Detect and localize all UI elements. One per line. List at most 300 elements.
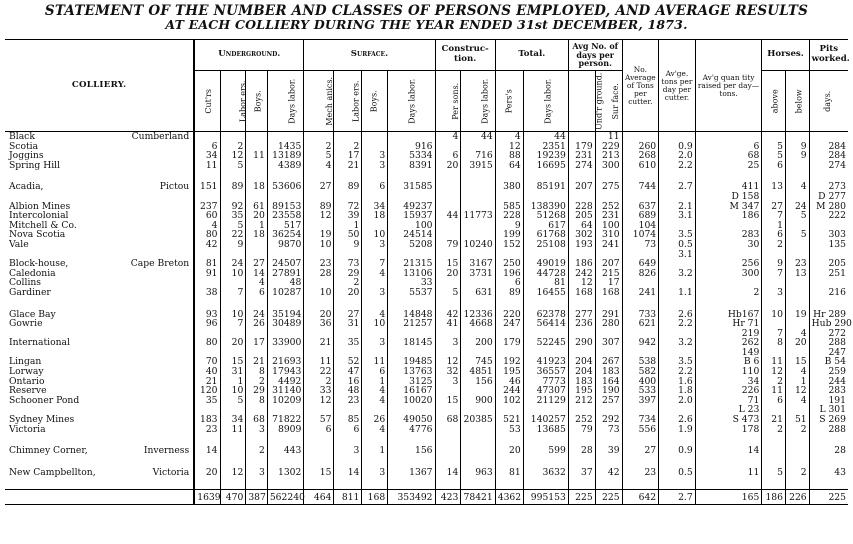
colliery-name-cell <box>5 230 194 240</box>
value-cell: 11 <box>695 468 762 478</box>
colliery-name: Caledonia <box>9 267 56 279</box>
value-cell: 34 <box>220 415 246 425</box>
subheader-cell <box>246 71 268 132</box>
value-cell: 3 <box>246 468 268 478</box>
value-cell: 61 <box>246 202 268 212</box>
value-cell: 2 <box>334 278 362 288</box>
spacer-cell <box>659 456 696 468</box>
value-cell: 17943 <box>267 367 304 377</box>
value-cell <box>362 132 388 142</box>
value-cell: 443 <box>267 446 304 456</box>
value-cell: 1302 <box>267 468 304 478</box>
value-cell: 2351 <box>523 142 568 152</box>
spacer-cell <box>495 477 523 490</box>
value-cell: 260 <box>622 142 659 152</box>
value-cell: 302 <box>568 230 595 240</box>
value-cell: 252 <box>568 415 595 425</box>
value-cell: 4 <box>194 221 220 231</box>
value-cell: 13763 <box>388 367 435 377</box>
value-cell: 6 <box>435 151 461 161</box>
value-cell: 207 <box>595 259 622 269</box>
county-name: Cape Breton <box>130 258 190 270</box>
spacer-cell <box>785 434 809 446</box>
value-cell: 178 <box>695 425 762 435</box>
value-cell: S 269 <box>809 415 848 425</box>
spacer-cell <box>304 477 334 490</box>
value-cell: 244 <box>495 386 523 396</box>
value-cell: 5537 <box>388 288 435 298</box>
county-name: Victoria <box>152 466 190 478</box>
value-cell: 21 <box>304 338 334 348</box>
value-cell: 179 <box>568 142 595 152</box>
value-cell: 207 <box>568 182 595 192</box>
value-cell: 6 <box>334 425 362 435</box>
value-cell: 268 <box>622 151 659 161</box>
value-cell: 2 <box>220 142 246 152</box>
value-cell: 20 <box>435 269 461 279</box>
value-cell: 5 <box>785 230 809 240</box>
value-cell: 6 <box>495 278 523 288</box>
value-cell: 80 <box>194 338 220 348</box>
value-cell: 10 <box>220 386 246 396</box>
value-cell: 10 <box>362 319 388 329</box>
spacer-cell <box>461 477 495 490</box>
value-cell: 31140 <box>267 386 304 396</box>
value-cell: 10209 <box>267 396 304 406</box>
group-header-row <box>5 40 848 71</box>
value-cell: 12336 <box>461 310 495 320</box>
spacer-cell <box>461 456 495 468</box>
spacer-cell <box>362 456 388 468</box>
value-cell: 16695 <box>523 161 568 171</box>
value-cell: 31 <box>334 319 362 329</box>
value-cell: 13106 <box>388 269 435 279</box>
value-cell <box>435 182 461 192</box>
value-cell: 8909 <box>267 425 304 435</box>
value-cell: 57 <box>304 415 334 425</box>
value-cell: 34 <box>362 202 388 212</box>
spacer-cell <box>809 298 848 310</box>
value-cell: 6 <box>695 142 762 152</box>
value-cell: 68 <box>435 415 461 425</box>
value-cell: 10 <box>762 310 786 320</box>
value-cell: 27891 <box>267 269 304 279</box>
table-row <box>5 161 848 171</box>
value-cell: 272 <box>809 329 848 339</box>
value-cell: 237 <box>194 202 220 212</box>
table-row <box>5 298 848 310</box>
value-cell: 222 <box>809 211 848 221</box>
value-cell: 52 <box>334 357 362 367</box>
spacer-cell <box>695 456 762 468</box>
value-cell: 2 <box>246 377 268 387</box>
value-cell: 20 <box>495 446 523 456</box>
spacer-cell <box>334 456 362 468</box>
subheader-cell <box>194 71 220 132</box>
value-cell: 4668 <box>461 319 495 329</box>
spacer-cell <box>435 434 461 446</box>
total-value-cell: 470 <box>220 490 246 505</box>
value-cell: 380 <box>495 182 523 192</box>
value-cell: 4 <box>362 396 388 406</box>
value-cell: 20 <box>304 310 334 320</box>
value-cell: 275 <box>595 182 622 192</box>
value-cell: 1367 <box>388 468 435 478</box>
value-cell: 24514 <box>388 230 435 240</box>
value-cell: 267 <box>595 357 622 367</box>
value-cell: 35 <box>194 396 220 406</box>
value-cell: 280 <box>595 319 622 329</box>
value-cell: 1074 <box>622 230 659 240</box>
value-cell: 2.6 <box>659 415 696 425</box>
value-cell: 17 <box>246 338 268 348</box>
value-cell: 138390 <box>523 202 568 212</box>
totals-row <box>5 490 848 505</box>
value-cell: 8 <box>246 396 268 406</box>
subheader-text: below <box>794 88 804 114</box>
spacer-cell <box>362 298 388 310</box>
value-cell: 50 <box>334 230 362 240</box>
value-cell: 3632 <box>523 468 568 478</box>
value-cell: 916 <box>388 142 435 152</box>
value-cell: 81 <box>523 278 568 288</box>
value-cell: 631 <box>461 288 495 298</box>
value-cell: 44 <box>523 132 568 142</box>
colliery-name: Acadia, <box>9 181 44 193</box>
value-cell: 292 <box>595 415 622 425</box>
value-cell <box>435 425 461 435</box>
value-cell: 15937 <box>388 211 435 221</box>
subheader-cell <box>495 71 523 132</box>
value-cell: 88 <box>495 151 523 161</box>
spacer-cell <box>523 298 568 310</box>
value-cell: 85 <box>334 415 362 425</box>
colliery-name-cell <box>5 468 194 478</box>
value-cell: 226 <box>695 386 762 396</box>
value-cell: 1 <box>762 221 786 231</box>
total-value-cell: 186 <box>762 490 786 505</box>
value-cell: 44728 <box>523 269 568 279</box>
value-cell: Hub 290 <box>809 319 848 329</box>
spacer-cell <box>595 456 622 468</box>
colliery-name: Scotia <box>9 140 39 152</box>
value-cell <box>461 182 495 192</box>
value-cell: 11 <box>762 386 786 396</box>
colliery-name: Collins <box>9 277 42 289</box>
value-cell: 2.2 <box>659 367 696 377</box>
spacer-cell <box>220 298 246 310</box>
value-cell: 20 <box>435 161 461 171</box>
value-cell: 3 <box>362 151 388 161</box>
subheader-cell <box>568 71 604 132</box>
value-cell: 5 <box>785 211 809 221</box>
value-cell: 7 <box>762 269 786 279</box>
value-cell: 25108 <box>523 240 568 250</box>
value-cell: 16455 <box>523 288 568 298</box>
value-cell: 13 <box>785 269 809 279</box>
pits-worked-header: Pits worked. <box>809 40 848 71</box>
value-cell: 15 <box>435 259 461 269</box>
value-cell: 200 <box>461 338 495 348</box>
value-cell: 2 <box>785 425 809 435</box>
value-cell: 10 <box>220 269 246 279</box>
value-cell: 3 <box>362 338 388 348</box>
value-cell: 53 <box>495 425 523 435</box>
value-cell: 20385 <box>461 415 495 425</box>
value-cell: 3.5 <box>659 357 696 367</box>
underground-header: Underground. <box>194 40 304 71</box>
value-cell: 13685 <box>523 425 568 435</box>
value-cell: 15 <box>220 357 246 367</box>
value-cell: 21693 <box>267 357 304 367</box>
value-cell: 229 <box>595 142 622 152</box>
value-cell: 33 <box>388 278 435 288</box>
spacer-cell <box>659 477 696 490</box>
title-line-1: STATEMENT OF THE NUMBER AND CLASSES OF PERSONS EMPLOYED, AND AVERAGE RESULTS <box>44 3 809 19</box>
value-cell: 204 <box>568 367 595 377</box>
value-cell: 300 <box>595 161 622 171</box>
spacer-cell <box>267 477 304 490</box>
value-cell: 12 <box>304 396 334 406</box>
subheader-text: Pers's <box>504 89 514 113</box>
spacer-cell <box>568 298 595 310</box>
value-cell: 274 <box>809 161 848 171</box>
total-value-cell: 1639 <box>194 490 220 505</box>
value-cell: 5 <box>762 142 786 152</box>
subheader-text: above <box>771 89 781 113</box>
value-cell: 2.0 <box>659 396 696 406</box>
value-cell: 24 <box>785 202 809 212</box>
value-cell: 23 <box>194 425 220 435</box>
value-cell: 14 <box>334 468 362 478</box>
total-value-cell: 225 <box>809 490 848 505</box>
value-cell: 284 <box>809 142 848 152</box>
spacer-cell <box>762 434 786 446</box>
subheader-cell <box>388 71 435 132</box>
value-cell: 49050 <box>388 415 435 425</box>
value-cell: 6 <box>362 367 388 377</box>
value-cell: 4 <box>435 132 461 142</box>
value-cell: 73 <box>334 259 362 269</box>
value-cell: B 6 <box>695 357 762 367</box>
colliery-name: Joggins <box>9 150 44 162</box>
value-cell: 7 <box>362 259 388 269</box>
value-cell: 152 <box>495 240 523 250</box>
spacer-cell <box>595 477 622 490</box>
value-cell: 262 <box>695 338 762 348</box>
value-cell: 81 <box>495 468 523 478</box>
spacer-cell <box>495 456 523 468</box>
spacer-cell <box>785 456 809 468</box>
value-cell: 716 <box>461 151 495 161</box>
spacer-cell <box>695 298 762 310</box>
value-cell <box>785 288 809 298</box>
value-cell: 4 <box>362 310 388 320</box>
total-value-cell: 168 <box>362 490 388 505</box>
spacer-cell <box>388 456 435 468</box>
value-cell <box>785 240 809 250</box>
subheader-cell <box>523 71 568 132</box>
colliery-name-cell <box>5 425 194 435</box>
value-cell: 745 <box>461 357 495 367</box>
value-cell: D 277 <box>809 192 848 202</box>
value-cell: 288 <box>809 338 848 348</box>
value-cell: 219 <box>695 329 762 339</box>
value-cell <box>785 161 809 171</box>
value-cell: 89 <box>304 202 334 212</box>
value-cell: 11 <box>246 151 268 161</box>
value-cell: 2 <box>334 142 362 152</box>
value-cell: 10240 <box>461 240 495 250</box>
value-cell: 12 <box>495 142 523 152</box>
value-cell: 20 <box>246 211 268 221</box>
value-cell: 73 <box>595 425 622 435</box>
value-cell: 96 <box>194 319 220 329</box>
value-cell: 1.9 <box>659 425 696 435</box>
value-cell: 10020 <box>388 396 435 406</box>
value-cell: 79 <box>568 425 595 435</box>
value-cell: 220 <box>495 310 523 320</box>
value-cell: 28 <box>809 446 848 456</box>
surface-header: Surface. <box>304 40 435 71</box>
value-cell: 43 <box>809 468 848 478</box>
subheader-cell <box>785 71 809 132</box>
value-cell: 283 <box>695 230 762 240</box>
value-cell: 17 <box>334 151 362 161</box>
value-cell: 51 <box>785 415 809 425</box>
value-cell: 29 <box>334 269 362 279</box>
value-cell: 6 <box>762 230 786 240</box>
value-cell: 212 <box>568 396 595 406</box>
value-cell: 52245 <box>523 338 568 348</box>
value-cell: 24 <box>246 310 268 320</box>
horses-header: Horses. <box>762 40 809 71</box>
value-cell: 36254 <box>267 230 304 240</box>
subheader-text: Cut'rs <box>204 88 214 114</box>
value-cell: 11 <box>362 357 388 367</box>
value-cell: 6 <box>362 182 388 192</box>
value-cell: 15 <box>785 357 809 367</box>
spacer-cell <box>304 298 334 310</box>
value-cell: 689 <box>622 211 659 221</box>
value-cell: 39 <box>334 211 362 221</box>
value-cell: 734 <box>622 415 659 425</box>
value-cell: 15 <box>435 396 461 406</box>
value-cell: 231 <box>595 211 622 221</box>
spacer-cell <box>762 477 786 490</box>
subheader-cell <box>435 71 461 132</box>
value-cell: 4 <box>785 329 809 339</box>
value-cell: 21129 <box>523 396 568 406</box>
value-cell: 205 <box>568 211 595 221</box>
value-cell: 4389 <box>267 161 304 171</box>
value-cell: 6 <box>762 161 786 171</box>
value-cell: 195 <box>568 386 595 396</box>
value-cell: 2 <box>304 142 334 152</box>
value-cell: 5 <box>220 396 246 406</box>
spacer-cell <box>809 477 848 490</box>
value-cell: 62378 <box>523 310 568 320</box>
table-row <box>5 319 848 329</box>
spacer-cell <box>495 298 523 310</box>
value-cell: 18 <box>362 211 388 221</box>
value-cell: 3.5 <box>659 230 696 240</box>
total-value-cell: 2.7 <box>659 490 696 505</box>
total-value-cell: 995153 <box>523 490 568 505</box>
value-cell: 963 <box>461 468 495 478</box>
subheader-cell <box>267 71 304 132</box>
subheader-cell <box>809 71 848 132</box>
value-cell: 27 <box>334 310 362 320</box>
value-cell: 56414 <box>523 319 568 329</box>
value-cell: 1 <box>362 377 388 387</box>
spacer-cell <box>659 298 696 310</box>
value-cell: 33 <box>304 386 334 396</box>
colliery-name-cell <box>5 446 194 456</box>
value-cell: 14 <box>695 446 762 456</box>
value-cell: 104 <box>622 221 659 231</box>
value-cell: 3 <box>362 240 388 250</box>
total-value-cell: 464 <box>304 490 334 505</box>
value-cell: 72 <box>334 202 362 212</box>
spacer-cell <box>568 456 595 468</box>
value-cell: 36557 <box>523 367 568 377</box>
value-cell: 11 <box>220 425 246 435</box>
value-cell: 27 <box>762 202 786 212</box>
spacer-cell <box>334 298 362 310</box>
colliery-name: Albion Mines <box>9 200 71 212</box>
value-cell: 3731 <box>461 269 495 279</box>
colliery-header: COLLIERY. <box>5 40 194 132</box>
spacer-cell <box>267 298 304 310</box>
value-cell: 242 <box>568 269 595 279</box>
value-cell: 5 <box>220 161 246 171</box>
value-cell: 18 <box>246 230 268 240</box>
value-cell <box>461 425 495 435</box>
spacer-cell <box>461 434 495 446</box>
value-cell: 215 <box>595 269 622 279</box>
value-cell: 22 <box>220 230 246 240</box>
value-cell: 3 <box>246 425 268 435</box>
value-cell: 7 <box>762 329 786 339</box>
value-cell: 4 <box>785 396 809 406</box>
value-cell: 599 <box>523 446 568 456</box>
value-cell: 3.2 <box>659 269 696 279</box>
value-cell: 9 <box>220 240 246 250</box>
spacer-cell <box>523 456 568 468</box>
value-cell: 35 <box>220 211 246 221</box>
value-cell: 25 <box>695 161 762 171</box>
value-cell: 247 <box>495 319 523 329</box>
value-cell: 156 <box>388 446 435 456</box>
value-cell: 397 <box>622 396 659 406</box>
value-cell: 156 <box>461 377 495 387</box>
value-cell: 3 <box>435 338 461 348</box>
value-cell: 195 <box>495 367 523 377</box>
value-cell: 41 <box>435 319 461 329</box>
value-cell: M 347 <box>695 202 762 212</box>
value-cell: 71 <box>695 396 762 406</box>
value-cell: 310 <box>595 230 622 240</box>
value-cell: 20 <box>785 338 809 348</box>
value-cell: 64 <box>495 161 523 171</box>
colliery-statistics-table <box>5 39 852 505</box>
spacer-cell <box>246 477 268 490</box>
county-name: Inverness <box>143 445 190 457</box>
colliery-name: International <box>9 337 70 349</box>
value-cell: 35194 <box>267 310 304 320</box>
value-cell: 3 <box>762 288 786 298</box>
